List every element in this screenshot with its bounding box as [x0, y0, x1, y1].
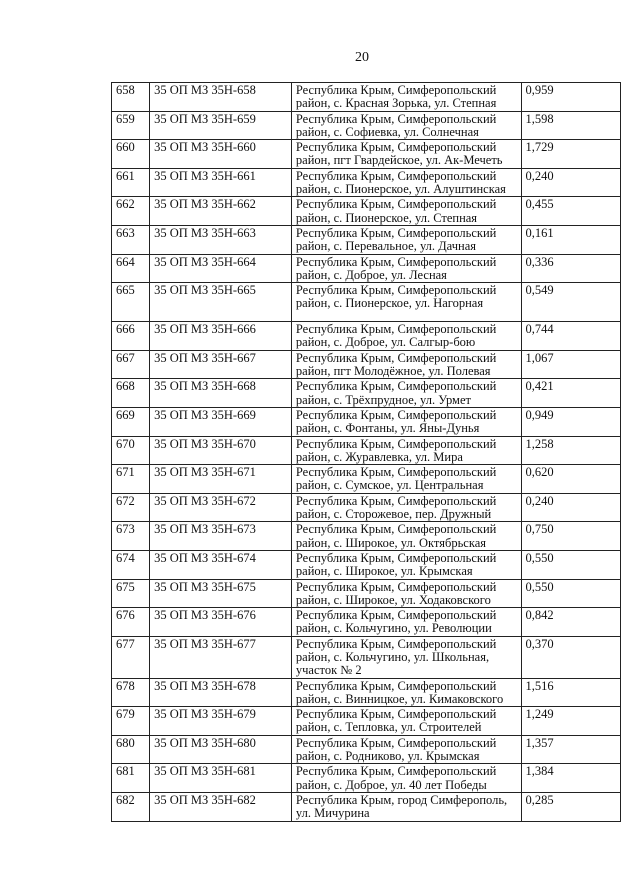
road-address-cell: [291, 493, 521, 522]
row-number-cell: 665: [112, 283, 150, 322]
road-length-cell: 0,240: [521, 493, 620, 522]
row-number-cell: 675: [112, 579, 150, 608]
road-code-cell: 35 ОП МЗ 35Н-664: [150, 254, 292, 283]
road-address-cell: [291, 792, 521, 821]
road-code-cell: 35 ОП МЗ 35Н-681: [150, 764, 292, 793]
road-code-cell: 35 ОП МЗ 35Н-679: [150, 707, 292, 736]
address-line: Республика Крым, Симферопольский: [295, 197, 497, 212]
road-address-cell: [291, 83, 521, 112]
road-length-cell: 1,249: [521, 707, 620, 736]
address-line: район, с. Сторожевое, пер. Дружный: [295, 507, 492, 522]
address-line: район, с. Доброе, ул. Салгыр-бою: [295, 335, 476, 350]
address-line: район, с. Кольчугино, ул. Революции: [295, 621, 492, 636]
road-code-cell: 35 ОП МЗ 35Н-667: [150, 350, 292, 379]
address-line: Республика Крым, Симферопольский: [295, 493, 497, 508]
address-line: Республика Крым, Симферопольский: [295, 735, 497, 750]
road-address-cell: [291, 707, 521, 736]
table-row: [112, 522, 621, 551]
road-length-cell: 0,949: [521, 407, 620, 436]
row-number-cell: 682: [112, 792, 150, 821]
row-number-cell: 671: [112, 465, 150, 494]
road-address-cell: [291, 579, 521, 608]
address-line: Республика Крым, Симферопольский: [295, 225, 497, 240]
road-length-cell: 1,729: [521, 140, 620, 169]
table-row: [112, 197, 621, 226]
address-line: район, с. Винницкое, ул. Кимаковского: [295, 691, 504, 706]
road-address-cell: [291, 522, 521, 551]
road-code-cell: 35 ОП МЗ 35Н-668: [150, 379, 292, 408]
row-number-cell: 663: [112, 225, 150, 254]
road-length-cell: 0,161: [521, 225, 620, 254]
address-line: участок № 2: [295, 663, 362, 678]
address-line: Республика Крым, Симферопольский: [295, 322, 497, 337]
road-length-cell: 1,384: [521, 764, 620, 793]
row-number-cell: 673: [112, 522, 150, 551]
road-code-cell: 35 ОП МЗ 35Н-671: [150, 465, 292, 494]
road-address-cell: [291, 350, 521, 379]
row-number-cell: 662: [112, 197, 150, 226]
roads-registry-table: [111, 82, 621, 822]
table-row: [112, 225, 621, 254]
road-address-cell: [291, 407, 521, 436]
address-line: район, с. Кольчугино, ул. Школьная,: [295, 649, 490, 664]
road-code-cell: 35 ОП МЗ 35Н-680: [150, 735, 292, 764]
road-address-cell: [291, 168, 521, 197]
row-number-cell: 677: [112, 636, 150, 678]
table-row: [112, 283, 621, 322]
address-line: район, с. Перевальное, ул. Дачная: [295, 239, 476, 254]
table-row: [112, 111, 621, 140]
address-line: район, с. Красная Зорька, ул. Степная: [295, 96, 497, 111]
address-line: Республика Крым, Симферопольский: [295, 83, 497, 97]
road-code-cell: 35 ОП МЗ 35Н-677: [150, 636, 292, 678]
table-row: [112, 83, 621, 112]
row-number-cell: 681: [112, 764, 150, 793]
road-code-cell: 35 ОП МЗ 35Н-660: [150, 140, 292, 169]
registry-table-body: [112, 83, 621, 822]
road-code-cell: 35 ОП МЗ 35Н-674: [150, 550, 292, 579]
address-line: Республика Крым, Симферопольский: [295, 608, 497, 623]
road-length-cell: 0,750: [521, 522, 620, 551]
road-length-cell: 1,357: [521, 735, 620, 764]
row-number-cell: 666: [112, 322, 150, 351]
road-length-cell: 0,455: [521, 197, 620, 226]
address-line: Республика Крым, Симферопольский: [295, 678, 497, 693]
row-number-cell: 674: [112, 550, 150, 579]
table-row: [112, 379, 621, 408]
row-number-cell: 679: [112, 707, 150, 736]
row-number-cell: 680: [112, 735, 150, 764]
road-address-cell: [291, 436, 521, 465]
road-address-cell: [291, 379, 521, 408]
row-number-cell: 667: [112, 350, 150, 379]
address-line: район, с. Широкое, ул. Крымская: [295, 564, 473, 579]
road-length-cell: 0,550: [521, 579, 620, 608]
road-address-cell: [291, 636, 521, 678]
address-line: район, с. Доброе, ул. 40 лет Победы: [295, 777, 487, 792]
row-number-cell: 669: [112, 407, 150, 436]
address-line: Республика Крым, Симферопольский: [295, 550, 497, 565]
road-length-cell: 1,598: [521, 111, 620, 140]
row-number-cell: 670: [112, 436, 150, 465]
table-row: [112, 322, 621, 351]
table-row: [112, 350, 621, 379]
address-line: район, с. Фонтаны, ул. Яны-Дунья: [295, 421, 480, 436]
road-code-cell: 35 ОП МЗ 35Н-662: [150, 197, 292, 226]
road-code-cell: 35 ОП МЗ 35Н-665: [150, 283, 292, 322]
address-line: район, с. Пионерское, ул. Алуштинская: [295, 182, 506, 197]
table-row: [112, 678, 621, 707]
address-line: Республика Крым, Симферопольский: [295, 707, 497, 722]
road-length-cell: 0,240: [521, 168, 620, 197]
row-number-cell: 660: [112, 140, 150, 169]
address-line: Республика Крым, Симферопольский: [295, 140, 497, 155]
road-address-cell: [291, 678, 521, 707]
row-number-cell: 659: [112, 111, 150, 140]
road-address-cell: [291, 254, 521, 283]
road-length-cell: 0,285: [521, 792, 620, 821]
address-line: район, с. Пионерское, ул. Нагорная: [295, 296, 484, 311]
road-code-cell: 35 ОП МЗ 35Н-678: [150, 678, 292, 707]
address-line: Республика Крым, Симферопольский: [295, 764, 497, 779]
address-line: район, с. Родниково, ул. Крымская: [295, 749, 480, 764]
road-code-cell: 35 ОП МЗ 35Н-676: [150, 608, 292, 637]
address-line: район, с. Тепловка, ул. Строителей: [295, 720, 482, 735]
road-length-cell: 0,370: [521, 636, 620, 678]
row-number-cell: 672: [112, 493, 150, 522]
table-row: [112, 465, 621, 494]
road-address-cell: [291, 140, 521, 169]
road-address-cell: [291, 608, 521, 637]
road-length-cell: 0,744: [521, 322, 620, 351]
address-line: Республика Крым, Симферопольский: [295, 168, 497, 183]
address-line: Республика Крым, Симферопольский: [295, 254, 497, 269]
table-row: [112, 436, 621, 465]
road-code-cell: 35 ОП МЗ 35Н-661: [150, 168, 292, 197]
road-address-cell: [291, 283, 521, 322]
table-row: [112, 254, 621, 283]
page-number: 20: [355, 50, 369, 65]
table-row: [112, 707, 621, 736]
road-code-cell: 35 ОП МЗ 35Н-672: [150, 493, 292, 522]
address-line: Республика Крым, Симферопольский: [295, 465, 497, 480]
address-line: Республика Крым, Симферопольский: [295, 379, 497, 394]
road-code-cell: 35 ОП МЗ 35Н-682: [150, 792, 292, 821]
address-line: Республика Крым, Симферопольский: [295, 283, 497, 298]
row-number-cell: 678: [112, 678, 150, 707]
address-line: Республика Крым, Симферопольский: [295, 636, 497, 651]
address-line: Республика Крым, Симферопольский: [295, 579, 497, 594]
address-line: район, с. Широкое, ул. Октябрьская: [295, 535, 487, 550]
row-number-cell: 658: [112, 83, 150, 112]
table-row: [112, 493, 621, 522]
road-length-cell: 0,842: [521, 608, 620, 637]
row-number-cell: 668: [112, 379, 150, 408]
row-number-cell: 661: [112, 168, 150, 197]
address-line: Республика Крым, Симферопольский: [295, 522, 497, 537]
table-row: [112, 636, 621, 678]
table-row: [112, 168, 621, 197]
table-row: [112, 608, 621, 637]
address-line: район, пгт Гвардейское, ул. Ак-Мечеть: [295, 153, 503, 168]
road-address-cell: [291, 764, 521, 793]
address-line: Республика Крым, Симферопольский: [295, 350, 497, 365]
road-code-cell: 35 ОП МЗ 35Н-670: [150, 436, 292, 465]
row-number-cell: 676: [112, 608, 150, 637]
table-row: [112, 735, 621, 764]
road-length-cell: 1,258: [521, 436, 620, 465]
road-address-cell: [291, 550, 521, 579]
road-length-cell: 1,516: [521, 678, 620, 707]
road-code-cell: 35 ОП МЗ 35Н-666: [150, 322, 292, 351]
road-address-cell: [291, 225, 521, 254]
address-line: Республика Крым, Симферопольский: [295, 407, 497, 422]
road-length-cell: 0,421: [521, 379, 620, 408]
table-row: [112, 550, 621, 579]
address-line: район, с. Доброе, ул. Лесная: [295, 267, 447, 282]
row-number-cell: 664: [112, 254, 150, 283]
road-address-cell: [291, 465, 521, 494]
address-line: район, с. Трёхпрудное, ул. Урмет: [295, 392, 471, 407]
road-address-cell: [291, 735, 521, 764]
road-address-cell: [291, 111, 521, 140]
road-length-cell: 1,067: [521, 350, 620, 379]
road-code-cell: 35 ОП МЗ 35Н-673: [150, 522, 292, 551]
road-code-cell: 35 ОП МЗ 35Н-663: [150, 225, 292, 254]
road-length-cell: 0,959: [521, 83, 620, 112]
table-row: [112, 764, 621, 793]
table-row: [112, 140, 621, 169]
address-line: Республика Крым, Симферопольский: [295, 111, 497, 126]
address-line: Республика Крым, Симферопольский: [295, 436, 497, 451]
address-line: район, с. Журавлевка, ул. Мира: [295, 449, 463, 464]
address-line: Республика Крым, город Симферополь,: [295, 792, 508, 807]
address-line: район, с. Широкое, ул. Ходаковского: [295, 592, 491, 607]
road-code-cell: 35 ОП МЗ 35Н-659: [150, 111, 292, 140]
road-length-cell: 0,550: [521, 550, 620, 579]
table-row: [112, 792, 621, 821]
address-line: район, с. Пионерское, ул. Степная: [295, 210, 478, 225]
table-row: [112, 407, 621, 436]
road-length-cell: 0,620: [521, 465, 620, 494]
address-line: район, с. Софиевка, ул. Солнечная: [295, 124, 479, 139]
road-code-cell: 35 ОП МЗ 35Н-658: [150, 83, 292, 112]
address-line: район, пгт Молодёжное, ул. Полевая: [295, 364, 491, 379]
road-code-cell: 35 ОП МЗ 35Н-675: [150, 579, 292, 608]
road-length-cell: 0,549: [521, 283, 620, 322]
road-length-cell: 0,336: [521, 254, 620, 283]
road-address-cell: [291, 197, 521, 226]
table-row: [112, 579, 621, 608]
road-code-cell: 35 ОП МЗ 35Н-669: [150, 407, 292, 436]
address-line: район, с. Сумское, ул. Центральная: [295, 478, 484, 493]
address-line: ул. Мичурина: [295, 806, 370, 821]
road-address-cell: [291, 322, 521, 351]
